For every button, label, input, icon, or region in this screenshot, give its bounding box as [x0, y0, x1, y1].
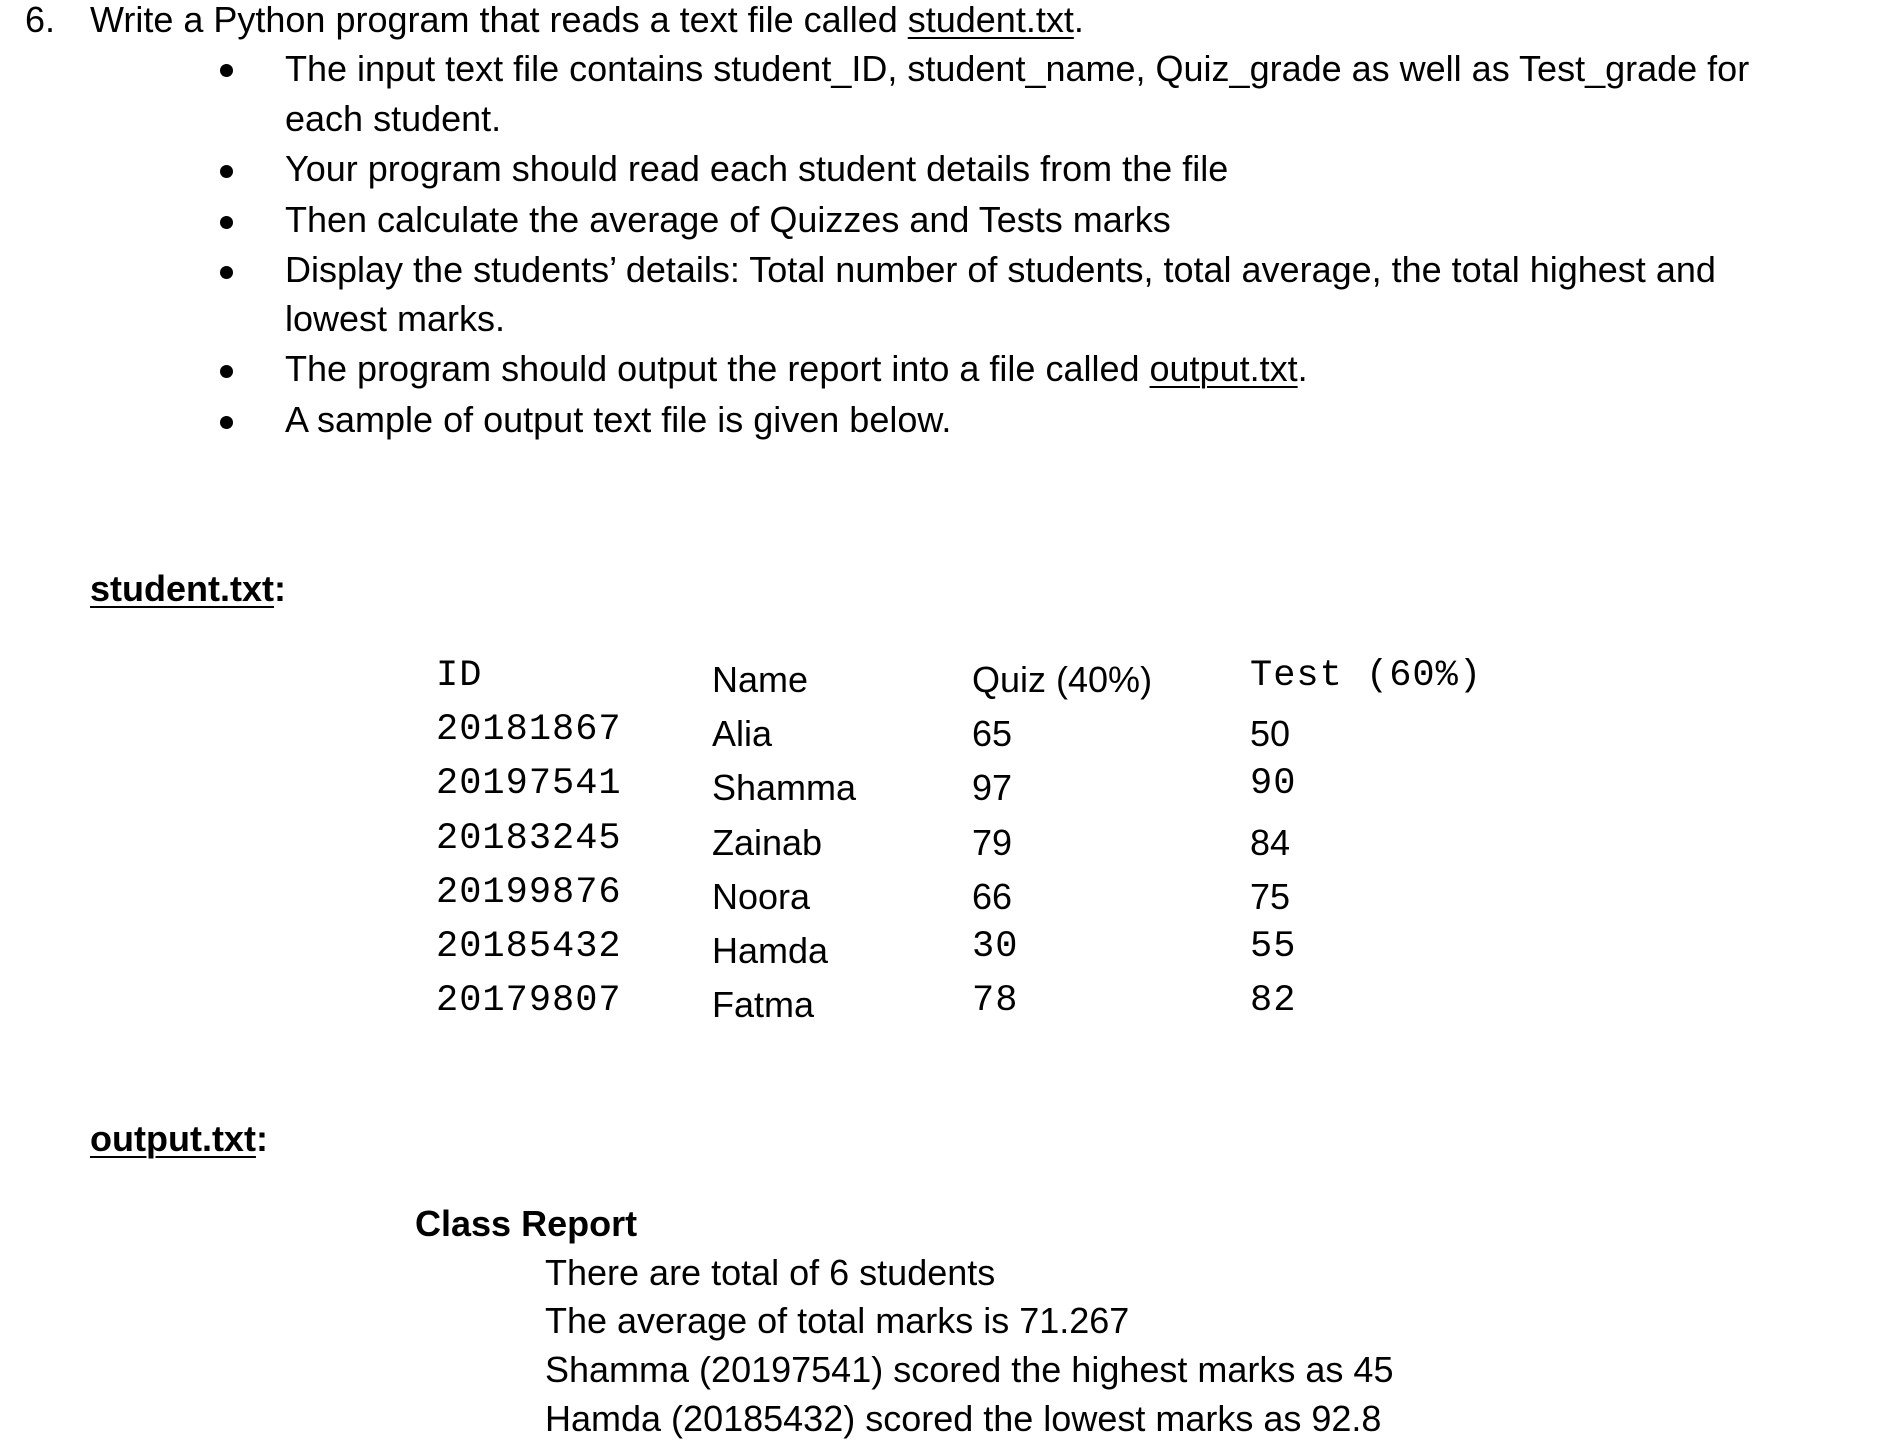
question-suffix: . [1073, 0, 1084, 40]
cell-name: Shamma [712, 767, 857, 808]
question-text [90, 2, 1084, 38]
question-prefix: Write a Python program that reads a text file called [90, 0, 908, 40]
cell-quiz: 65 [972, 713, 1013, 754]
bullet-4-line-2: lowest marks. [285, 298, 506, 339]
header-quiz: Quiz (40%) [972, 659, 1153, 700]
cell-id: 20197541 [436, 763, 622, 805]
cell-name: Alia [712, 713, 773, 754]
bullet-dot [220, 216, 233, 229]
report-line: The average of total marks is 71.267 [545, 1300, 1130, 1341]
bullet-dot [220, 365, 233, 378]
cell-test: 50 [1250, 713, 1291, 754]
bullet-1-line-1: The input text file contains student_ID, student_name, Quiz_grade as well as Test_grade for [285, 48, 1750, 89]
report-line: Hamda (20185432) scored the lowest marks as 92.8 [545, 1398, 1382, 1439]
cell-id: 20181867 [436, 709, 622, 751]
cell-name: Hamda [712, 930, 829, 971]
student-section-label [90, 568, 286, 609]
header-name: Name [712, 659, 809, 700]
bullet-dot [220, 64, 233, 77]
cell-name: Zainab [712, 822, 823, 863]
cell-quiz: 78 [972, 980, 1019, 1022]
output-file-link: output.txt [1149, 348, 1298, 389]
bullet-5 [285, 348, 1308, 389]
cell-name: Fatma [712, 984, 815, 1025]
output-label-text: output.txt [90, 1118, 256, 1159]
output-label-colon: : [255, 1118, 268, 1159]
cell-test: 90 [1250, 763, 1297, 805]
report-line: There are total of 6 students [545, 1252, 996, 1293]
cell-test: 82 [1250, 980, 1297, 1022]
header-test: Test (60%) [1250, 655, 1483, 697]
question-number: 6. [25, 0, 56, 40]
cell-quiz: 79 [972, 822, 1013, 863]
bullet-dot [220, 416, 233, 429]
cell-id: 20179807 [436, 980, 622, 1022]
bullet-dot [220, 266, 233, 279]
cell-test: 55 [1250, 926, 1297, 968]
report-title: Class Report [415, 1203, 638, 1244]
cell-test: 84 [1250, 822, 1291, 863]
bullet-1-line-2: each student. [285, 98, 502, 139]
student-label-text: student.txt [90, 568, 274, 609]
bullet-4-line-1: Display the students’ details: Total number of students, total average, the total highest and [285, 249, 1716, 290]
bullet-2: Your program should read each student details from the file [285, 148, 1229, 189]
report-line: Shamma (20197541) scored the highest marks as 45 [545, 1349, 1394, 1390]
header-id: ID [436, 655, 483, 697]
output-section-label [90, 1118, 268, 1159]
bullet-5-suffix: . [1297, 348, 1308, 389]
student-file-link: student.txt [907, 0, 1074, 40]
bullet-6: A sample of output text file is given below. [285, 399, 952, 440]
bullet-dot [220, 165, 233, 178]
cell-quiz: 66 [972, 876, 1013, 917]
cell-id: 20199876 [436, 872, 622, 914]
cell-quiz: 30 [972, 926, 1019, 968]
cell-id: 20185432 [436, 926, 622, 968]
cell-name: Noora [712, 876, 811, 917]
bullet-5-prefix: The program should output the report into a file called [285, 348, 1150, 389]
cell-test: 75 [1250, 876, 1291, 917]
cell-quiz: 97 [972, 767, 1013, 808]
student-label-colon: : [274, 568, 286, 609]
bullet-3: Then calculate the average of Quizzes and Tests marks [285, 199, 1171, 240]
cell-id: 20183245 [436, 818, 622, 860]
